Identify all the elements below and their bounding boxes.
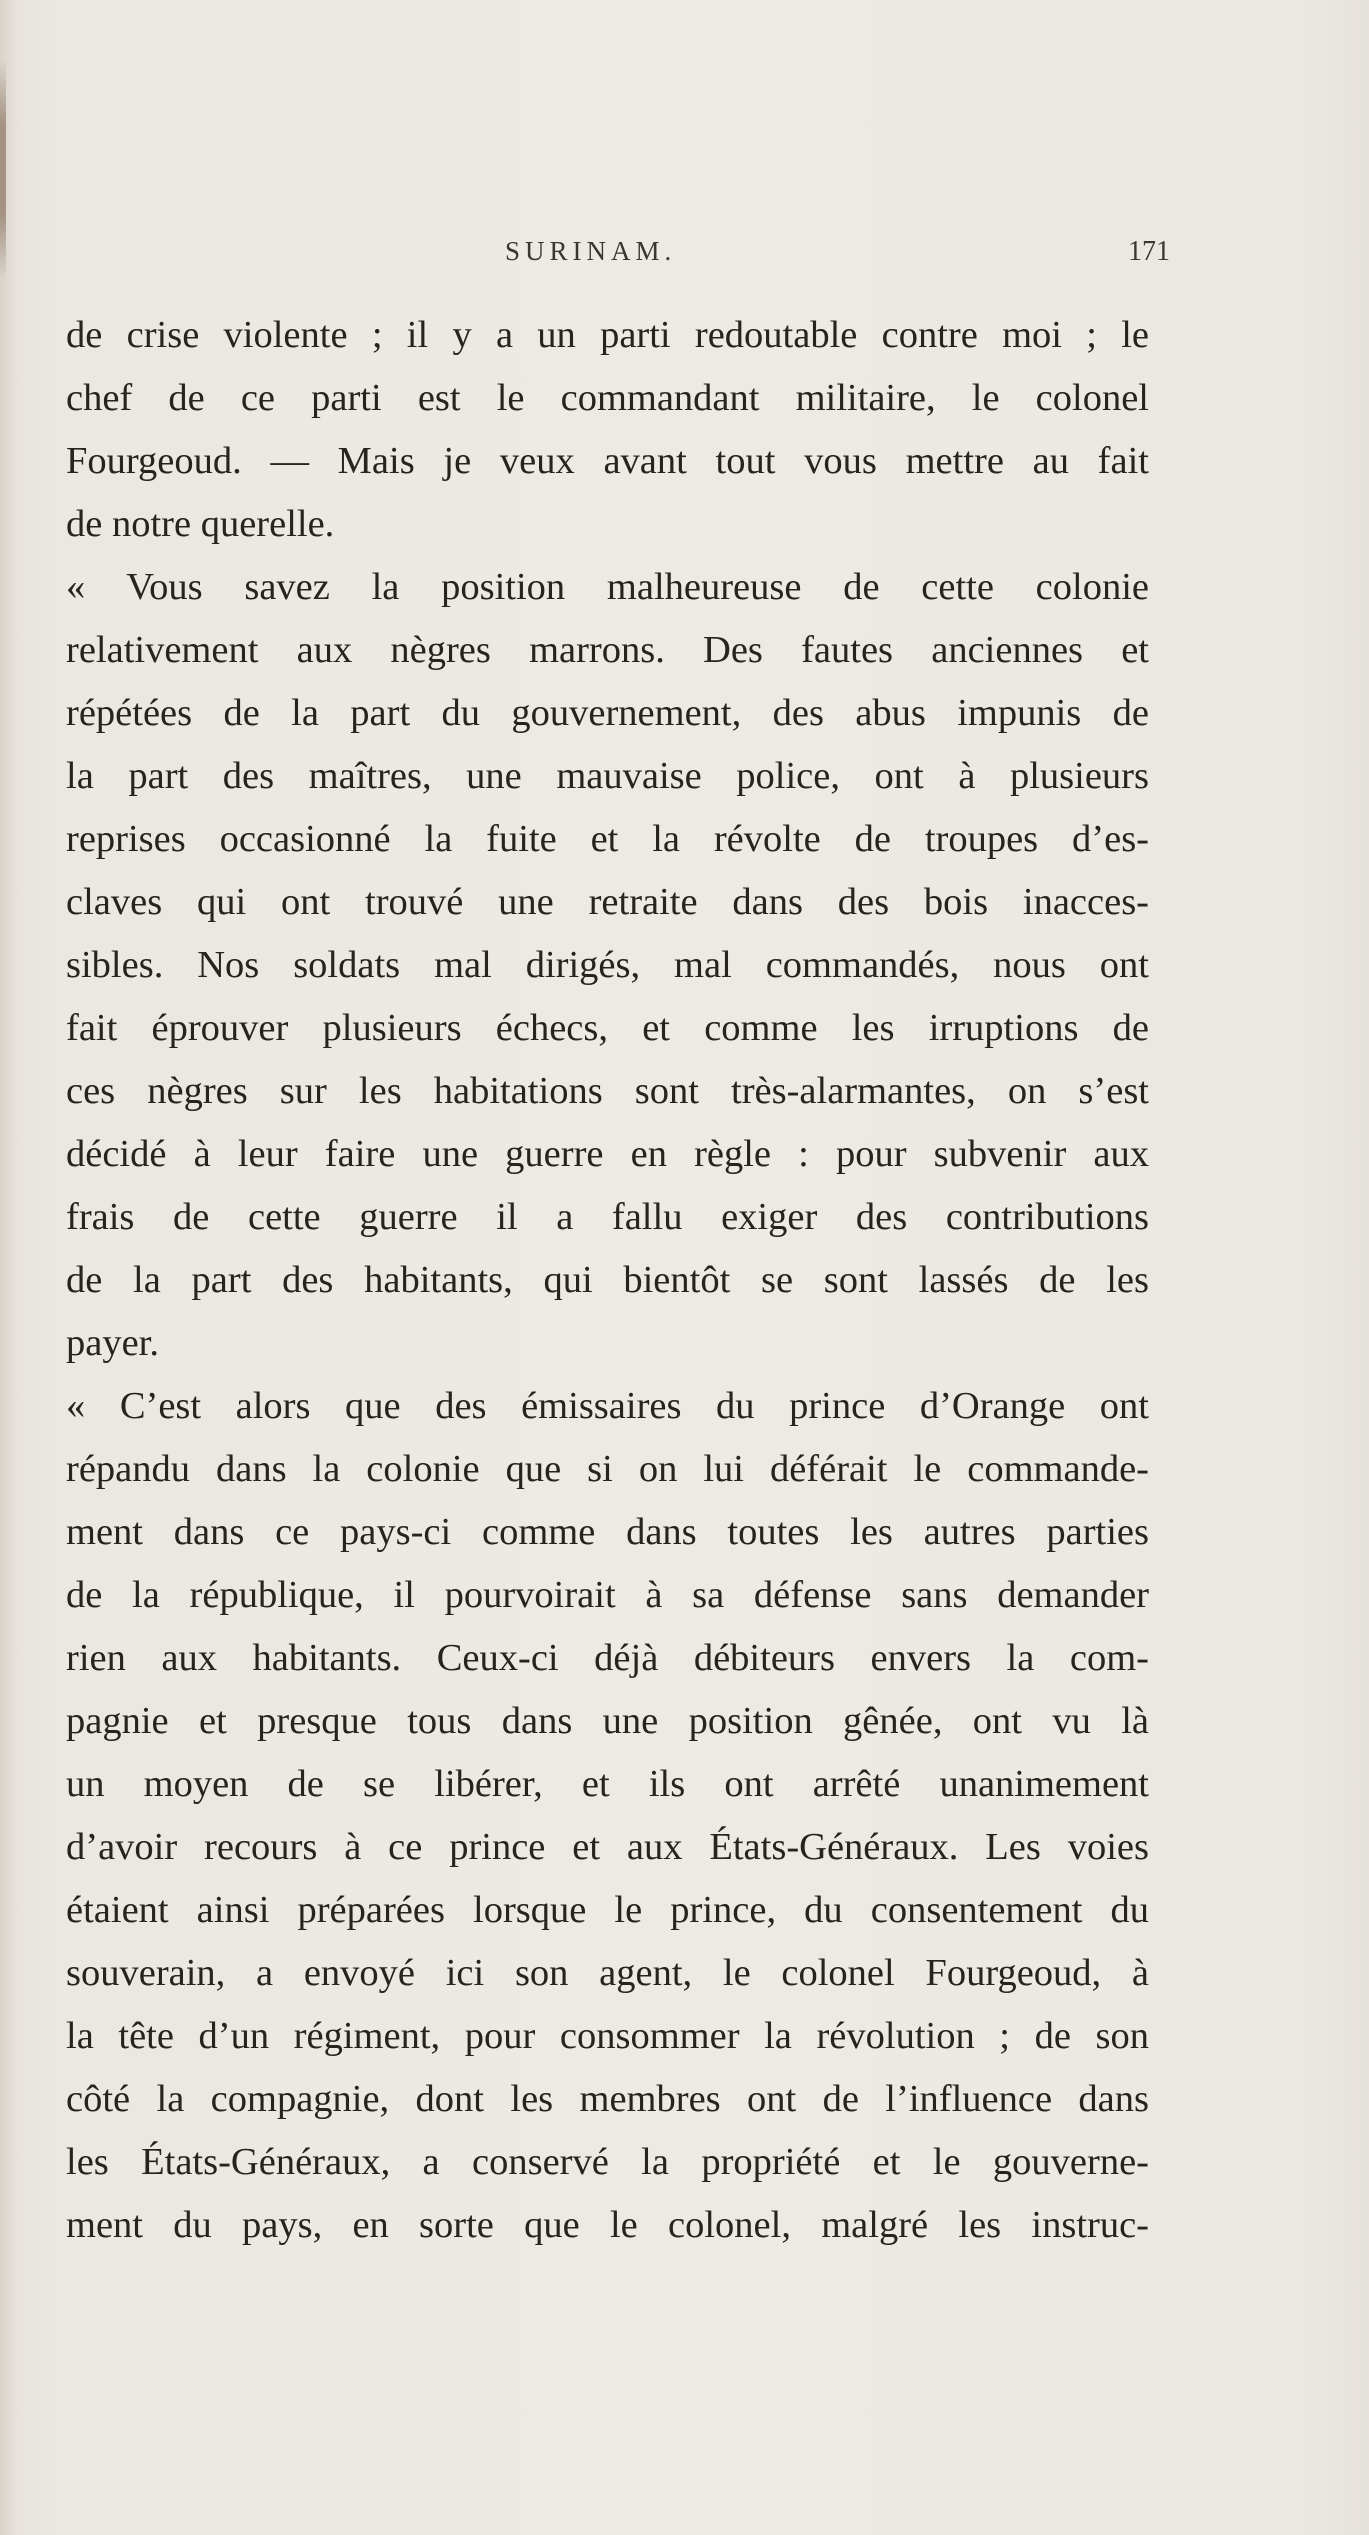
running-head (505, 236, 1170, 276)
text-line: « C’est alors que des émissaires du prince d’Orange ont (66, 1385, 1149, 1427)
text-line: Fourgeoud. — Mais je veux avant tout vous mettre au fait (66, 440, 1149, 482)
text-line: souverain, a envoyé ici son agent, le colonel Fourgeoud, à (66, 1952, 1149, 1994)
text-line: « Vous savez la position malheureuse de cette colonie (66, 566, 1149, 608)
text-line: ment du pays, en sorte que le colonel, malgré les instruc- (66, 2204, 1149, 2246)
text-line: ment dans ce pays-ci comme dans toutes les autres parties (66, 1511, 1149, 1553)
running-title: SURINAM. (505, 236, 677, 266)
text-line: un moyen de se libérer, et ils ont arrêté unanimement (66, 1763, 1149, 1805)
text-line: d’avoir recours à ce prince et aux États-Généraux. Les voies (66, 1826, 1149, 1868)
text-line: répandu dans la colonie que si on lui déférait le commande- (66, 1448, 1149, 1490)
text-line: de la république, il pourvoirait à sa défense sans demander (66, 1574, 1149, 1616)
text-line: répétées de la part du gouvernement, des abus impunis de (66, 692, 1149, 734)
text-line: les États-Généraux, a conservé la propriété et le gouverne- (66, 2141, 1149, 2183)
text-line: étaient ainsi préparées lorsque le prince, du consentement du (66, 1889, 1149, 1931)
text-line: chef de ce parti est le commandant militaire, le colonel (66, 377, 1149, 419)
text-line: sibles. Nos soldats mal dirigés, mal commandés, nous ont (66, 944, 1149, 986)
page-number: 171 (1128, 236, 1170, 267)
text-line: frais de cette guerre il a fallu exiger des contributions (66, 1196, 1149, 1238)
text-line: côté la compagnie, dont les membres ont de l’influence dans (66, 2078, 1149, 2120)
text-line: de la part des habitants, qui bientôt se sont lassés de les (66, 1259, 1149, 1301)
text-line: pagnie et presque tous dans une position gênée, ont vu là (66, 1700, 1149, 1742)
text-line: décidé à leur faire une guerre en règle : pour subvenir aux (66, 1133, 1149, 1175)
text-line: relativement aux nègres marrons. Des fautes anciennes et (66, 629, 1149, 671)
text-line: claves qui ont trouvé une retraite dans des bois inacces- (66, 881, 1149, 923)
body-text (66, 304, 1149, 2257)
text-line: la tête d’un régiment, pour consommer la révolution ; de son (66, 2015, 1149, 2057)
text-line: rien aux habitants. Ceux-ci déjà débiteurs envers la com- (66, 1637, 1149, 1679)
text-line: reprises occasionné la fuite et la révolte de troupes d’es- (66, 818, 1149, 860)
text-line: de crise violente ; il y a un parti redoutable contre moi ; le (66, 314, 1149, 356)
text-line: de notre querelle. (66, 503, 335, 545)
text-line: fait éprouver plusieurs échecs, et comme les irruptions de (66, 1007, 1149, 1049)
text-line: payer. (66, 1322, 159, 1364)
text-line: ces nègres sur les habitations sont très-alarmantes, on s’est (66, 1070, 1149, 1112)
binding-edge (0, 60, 6, 280)
text-line: la part des maîtres, une mauvaise police, ont à plusieurs (66, 755, 1149, 797)
